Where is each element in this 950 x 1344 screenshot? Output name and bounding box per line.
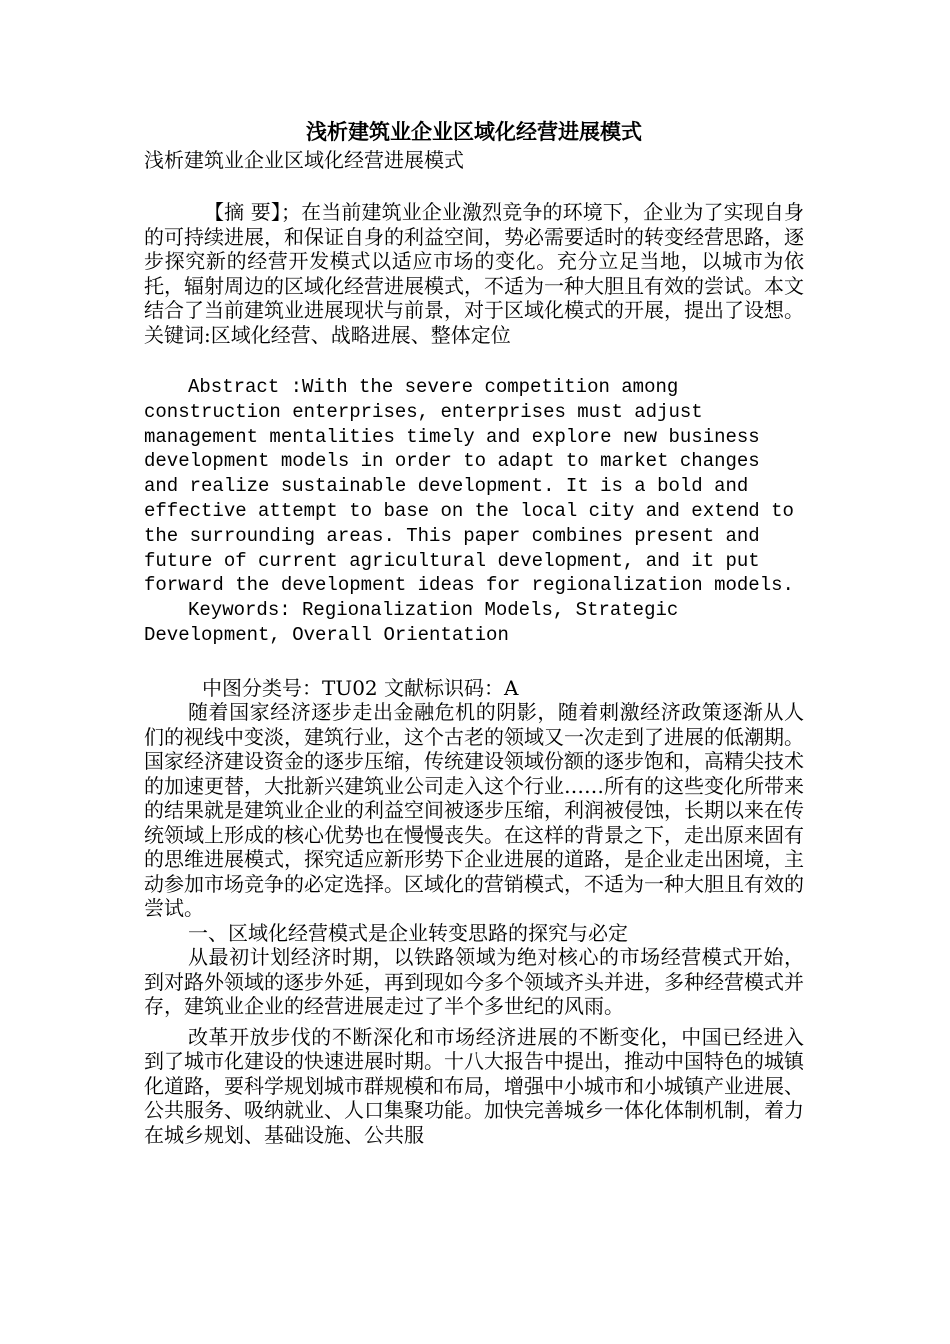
spacer xyxy=(144,174,804,200)
spacer xyxy=(144,347,804,375)
body-paragraph-1: 随着国家经济逐步走出金融危机的阴影，随着刺激经济政策逐渐从人们的视线中变淡，建筑行业，这个古老的领域又一次走到了进展的低潮期。国家经济建设资金的逐步压缩，传统建设领域份额的逐步饱和，高精尖技术的加速更替，大批新兴建筑业公司走入这个行业……所有的这些变化所带来的结果就是建筑业企业的利益空间被逐步压缩，利润被侵蚀，长期以来在传统领域上形成的核心优势也在慢慢丧失。在这样的背景之下，走出原来固有的思维进展模式，探究适应新形势下企业进展的道路，是企业走出困境，主动参加市场竞争的必定选择。区域化的营销模式，不适为一种大胆且有效的尝试。 xyxy=(144,700,804,921)
document-body xyxy=(144,118,804,1147)
document-subtitle: 浅析建筑业企业区域化经营进展模式 xyxy=(144,148,464,172)
abstract-chinese: 【摘 要】；在当前建筑业企业激烈竞争的环境下，企业为了实现自身的可持续进展，和保证自身的利益空间，势必需要适时的转变经营思路，逐步探究新的经营开发模式以适应市场的变化。充分立足当地，以城市为依托，辐射周边的区域化经营进展模式，不适为一种大胆且有效的尝试。本文结合了当前建筑业进展现状与前景，对于区域化模式的开展，提出了设想。关键词:区域化经营、战略进展、整体定位 xyxy=(144,200,804,347)
body-paragraph-3: 改革开放步伐的不断深化和市场经济进展的不断变化，中国已经进入到了城市化建设的快速进展时期。十八大报告中提出，推动中国特色的城镇化道路，要科学规划城市群规模和布局，增强中小城市和小城镇产业进展、公共服务、吸纳就业、人口集聚功能。加快完善城乡一体化体制机制，着力在城乡规划、基础设施、公共服 xyxy=(144,1024,804,1147)
classification-line: 中图分类号：TU02 文献标识码：A xyxy=(202,675,519,700)
document-title: 浅析建筑业企业区域化经营进展模式 xyxy=(306,119,642,144)
keywords-english: Keywords: Regionalization Models, Strategic Development, Overall Orientation xyxy=(144,599,690,646)
abstract-english: Abstract :With the severe competition among construction enterprises, enterprises must adjust management mentalities timely and explore new business development models in order to adapt to market changes and realize sustainable development. It is a bold and effective attempt to base on the local city and extend to the surrounding areas. This paper combines present and future of current agricultural development, and it put forward the development ideas for regionalization models. xyxy=(144,376,806,597)
section-heading-1: 一、区域化经营模式是企业转变思路的探究与必定 xyxy=(188,920,628,945)
body-paragraph-2: 从最初计划经济时期，以铁路领域为绝对核心的市场经营模式开始，到对路外领域的逐步外延，再到现如今多个领域齐头并进，多种经营模式并存，建筑业企业的经营进展走过了半个多世纪的风雨。 xyxy=(144,945,804,1019)
spacer xyxy=(144,648,804,676)
